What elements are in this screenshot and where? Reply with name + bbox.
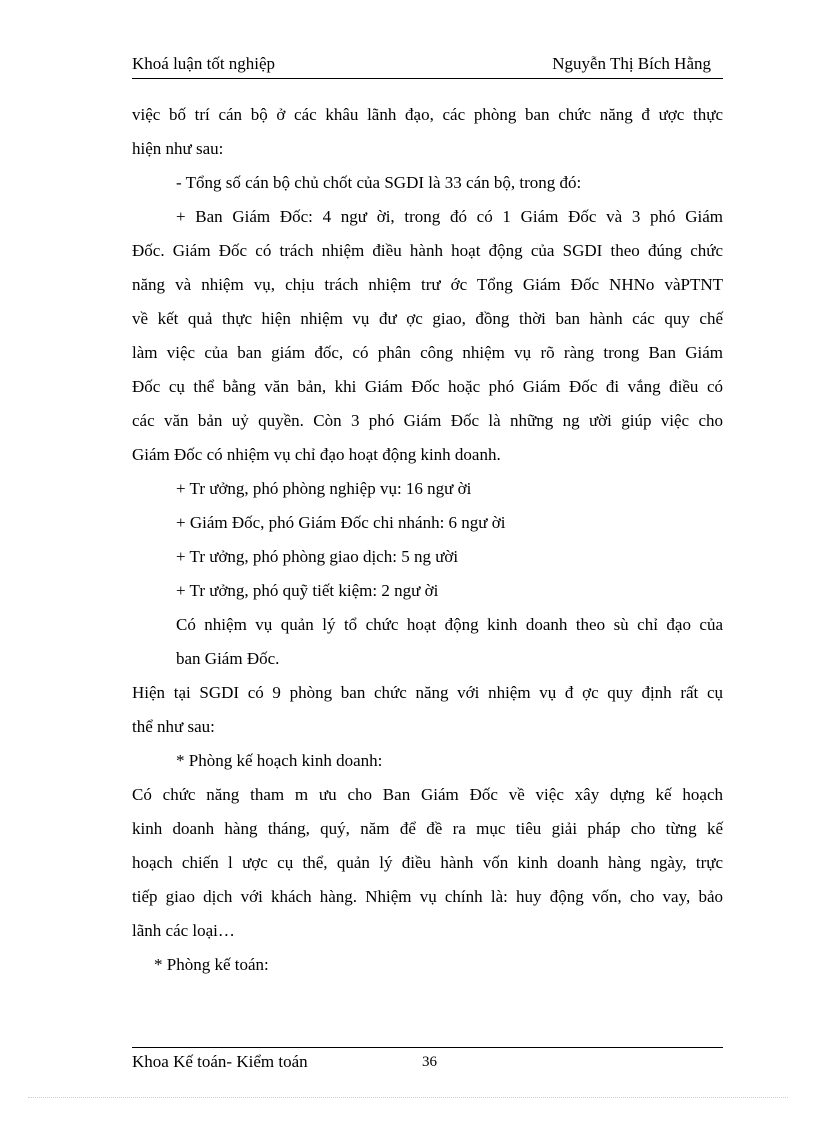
list-item: + Giám Đốc, phó Giám Đốc chi nhánh: 6 ngư ời (176, 513, 506, 532)
list-item: + Tr ưởng, phó phòng nghiệp vụ: 16 ngư ời (176, 479, 472, 498)
paragraph-line: Có nhiệm vụ quản lý tổ chức hoạt động kinh doanh theo sù chỉ đạo của (176, 615, 723, 634)
paragraph-line: Đốc. Giám Đốc có trách nhiệm điều hành hoạt động của SGDI theo đúng chức (132, 241, 723, 260)
header-author-name: Nguyễn Thị Bích Hằng (552, 54, 711, 73)
paragraph-line: tiếp giao dịch với khách hàng. Nhiệm vụ chính là: huy động vốn, cho vay, bảo (132, 887, 723, 906)
paragraph-line: kinh doanh hàng tháng, quý, năm để đề ra mục tiêu giải pháp cho từng kế (132, 819, 723, 838)
section-heading: * Phòng kế hoạch kinh doanh: (176, 751, 383, 770)
header-thesis-title: Khoá luận tốt nghiệp (132, 54, 276, 73)
page-header (132, 52, 723, 79)
document-body (132, 98, 723, 982)
paragraph-line: Có chức năng tham m ưu cho Ban Giám Đốc về việc xây dựng kế hoạch (132, 785, 723, 804)
page-edge-divider (28, 1097, 788, 1098)
paragraph-line: thể như sau: (132, 717, 215, 736)
paragraph-line: về kết quả thực hiện nhiệm vụ đư ợc giao, đồng thời ban hành các quy chế (132, 309, 723, 328)
paragraph-line: Đốc cụ thể bằng văn bản, khi Giám Đốc hoặc phó Giám Đốc đi vắng điều có (132, 377, 723, 396)
paragraph-line: việc bố trí cán bộ ở các khâu lãnh đạo, các phòng ban chức năng đ ược thực (132, 105, 723, 124)
paragraph-line: Giám Đốc có nhiệm vụ chỉ đạo hoạt động kinh doanh. (132, 445, 501, 464)
paragraph-line: năng và nhiệm vụ, chịu trách nhiệm trư ớc Tổng Giám Đốc NHNo vàPTNT (132, 275, 723, 294)
summary-line: - Tổng số cán bộ chủ chốt của SGDI là 33 cán bộ, trong đó: (176, 173, 582, 192)
footer-department: Khoa Kế toán- Kiểm toán (132, 1052, 308, 1071)
paragraph-line: hiện như sau: (132, 139, 224, 158)
paragraph-line: hoạch chiến l ược cụ thể, quản lý điều hành vốn kinh doanh hàng ngày, trực (132, 853, 723, 872)
page-footer (132, 1047, 723, 1074)
section-heading: * Phòng kế toán: (154, 955, 269, 974)
list-item: + Tr ưởng, phó phòng giao dịch: 5 ng ười (176, 547, 459, 566)
paragraph-line: + Ban Giám Đốc: 4 ngư ời, trong đó có 1 Giám Đốc và 3 phó Giám (176, 207, 723, 226)
paragraph-line: Hiện tại SGDI có 9 phòng ban chức năng với nhiệm vụ đ ợc quy định rất cụ (132, 683, 723, 702)
page-number: 36 (422, 1054, 437, 1070)
paragraph-line: làm việc của ban giám đốc, có phân công nhiệm vụ rõ ràng trong Ban Giám (132, 343, 723, 362)
paragraph-line: các văn bản uỷ quyền. Còn 3 phó Giám Đốc là những ng ười giúp việc cho (132, 411, 723, 430)
paragraph-line: lãnh các loại… (132, 921, 235, 940)
list-item: + Tr ưởng, phó quỹ tiết kiệm: 2 ngư ời (176, 581, 439, 600)
paragraph-line: ban Giám Đốc. (176, 649, 280, 668)
